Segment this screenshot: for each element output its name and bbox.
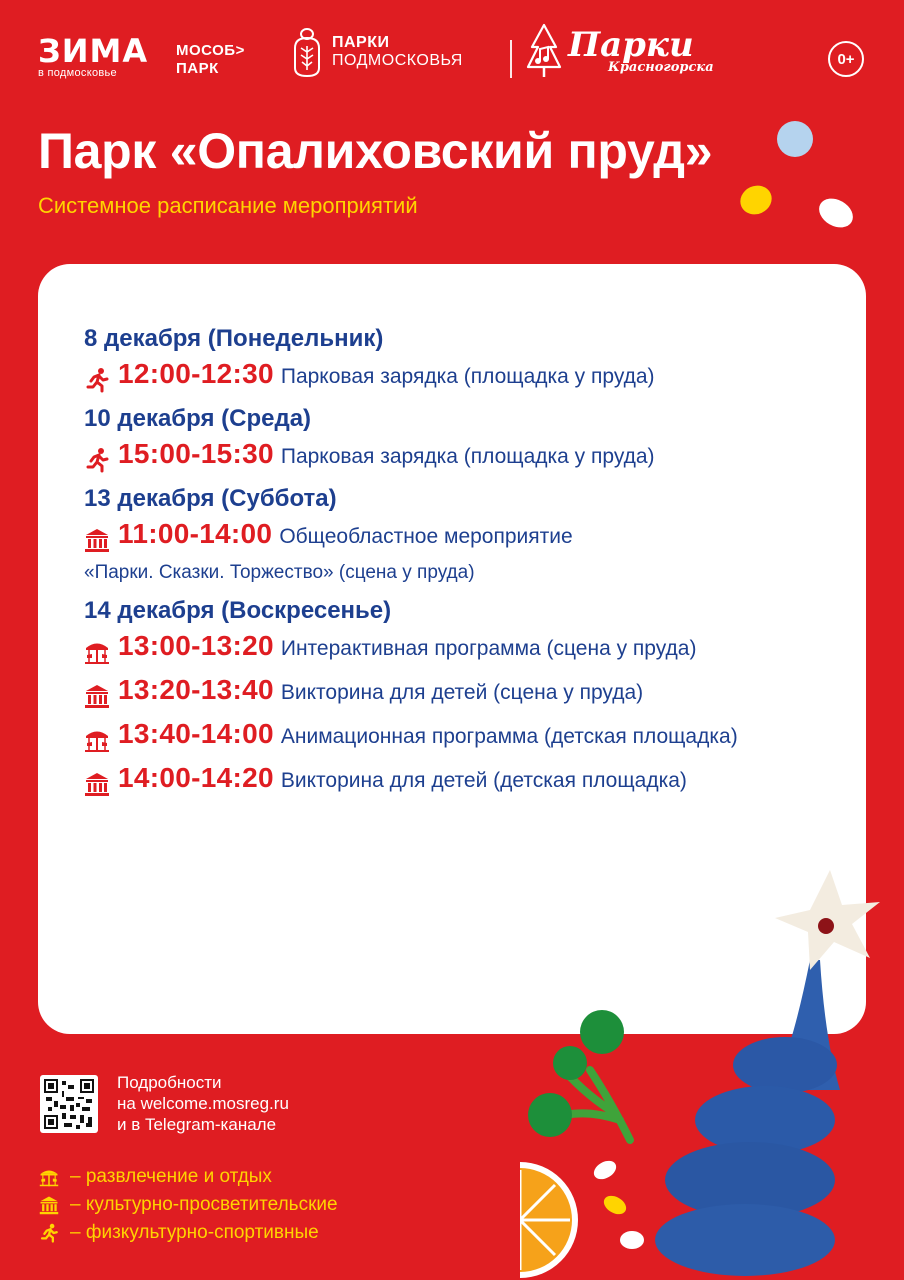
- event-row: [84, 630, 864, 674]
- qr-code-icon: [44, 1079, 94, 1129]
- info-line-1: Подробности: [117, 1073, 222, 1092]
- info-line-3: и в Telegram-канале: [117, 1115, 277, 1134]
- mitten-leaf-icon: [290, 26, 324, 78]
- event-time: 13:00-13:20: [118, 630, 274, 661]
- event-description: Интерактивная программа (сцена у пруда): [280, 637, 697, 660]
- museum-icon: [84, 771, 110, 797]
- event-time: 12:00-12:30: [118, 358, 274, 389]
- event-description: Общеобластное мероприятие: [279, 525, 573, 548]
- mosobpark-logo-line2: ПАРК: [176, 60, 219, 77]
- decor-dot-yellow: [736, 181, 777, 220]
- event-row: [84, 674, 864, 718]
- legend: [38, 1163, 338, 1247]
- museum-icon: [84, 683, 110, 709]
- carousel-icon: [84, 727, 110, 753]
- legend-item: [38, 1163, 338, 1191]
- legend-item: [38, 1191, 338, 1219]
- day-heading: 8 декабря (Понедельник): [84, 325, 384, 352]
- tree-note-icon: [526, 23, 562, 81]
- parki-logo-line2: ПОДМОСКОВЬЯ: [332, 52, 463, 69]
- event-description: Викторина для детей (детская площадка): [280, 769, 687, 792]
- page-subtitle: Системное расписание мероприятий: [38, 193, 418, 218]
- carousel-icon: [38, 1167, 60, 1187]
- berries-icon: [528, 1010, 630, 1140]
- event-row: [84, 358, 864, 402]
- schedule-list: [84, 322, 864, 806]
- parki-podmoskovya-logo: [290, 24, 463, 80]
- day-heading: 14 декабря (Воскресенье): [84, 597, 392, 624]
- christmas-tree-decoration: [520, 860, 900, 1280]
- running-icon: [84, 367, 110, 393]
- event-time: 13:40-14:00: [118, 718, 274, 749]
- event-row: [84, 718, 864, 762]
- event-row: [84, 762, 864, 806]
- qr-code[interactable]: [40, 1075, 98, 1133]
- star-icon: [775, 870, 880, 970]
- day-heading: 13 декабря (Суббота): [84, 485, 337, 512]
- zima-logo-subtext: в подмосковье: [38, 67, 117, 79]
- orange-slice-icon: [520, 1162, 578, 1278]
- krasn-logo-line2: Красногорска: [608, 60, 714, 75]
- event-description: Анимационная программа (детская площадка): [280, 725, 738, 748]
- decor-dot-white: [814, 193, 858, 234]
- zima-logo-text: ЗИМА: [38, 32, 149, 70]
- event-description: Парковая зарядка (площадка у пруда): [280, 365, 655, 388]
- event-row: [84, 438, 864, 482]
- parki-krasnogorska-logo: [526, 22, 714, 82]
- museum-icon: [84, 527, 110, 553]
- legend-item: [38, 1219, 338, 1247]
- legend-text: – развлечение и отдых: [70, 1166, 272, 1187]
- legend-text: – культурно-просветительские: [70, 1194, 338, 1215]
- krasn-logo-line1: Парки: [568, 25, 694, 65]
- age-rating-badge: 0+: [828, 41, 864, 77]
- info-text: [117, 1072, 289, 1135]
- page-title: Парк «Опалиховский пруд»: [38, 123, 713, 179]
- event-time: 13:20-13:40: [118, 674, 274, 705]
- legend-text: – физкультурно-спортивные: [70, 1222, 319, 1243]
- running-icon: [38, 1223, 60, 1243]
- parki-logo-line1: ПАРКИ: [332, 34, 390, 51]
- carousel-icon: [84, 639, 110, 665]
- day-heading: 10 декабря (Среда): [84, 405, 312, 432]
- mosobpark-logo: [176, 42, 245, 78]
- museum-icon: [38, 1195, 60, 1215]
- logo-divider: [510, 40, 512, 78]
- event-time: 11:00-14:00: [118, 518, 273, 549]
- decor-dot-blue: [777, 121, 813, 157]
- event-time: 15:00-15:30: [118, 438, 274, 469]
- zima-logo: [38, 32, 153, 80]
- tree-icon: [655, 960, 840, 1276]
- event-time: 14:00-14:20: [118, 762, 274, 793]
- mosobpark-logo-line1: МОСОБ>: [176, 42, 245, 59]
- event-row: [84, 518, 864, 562]
- event-description: Викторина для детей (сцена у пруда): [280, 681, 644, 704]
- info-line-2[interactable]: на welcome.mosreg.ru: [117, 1094, 289, 1113]
- event-description: Парковая зарядка (площадка у пруда): [280, 445, 655, 468]
- event-description-continued: «Парки. Сказки. Торжество» (сцена у пруда): [84, 562, 475, 583]
- running-icon: [84, 447, 110, 473]
